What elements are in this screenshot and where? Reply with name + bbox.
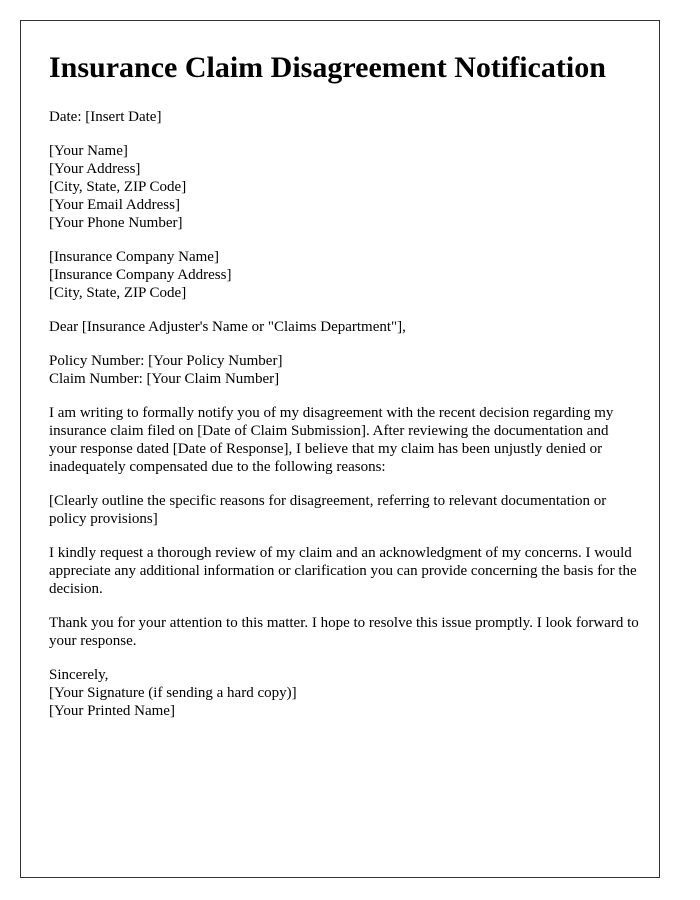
recipient-company-address: [Insurance Company Address]	[49, 267, 232, 283]
letter-page	[20, 20, 660, 878]
sender-phone: [Your Phone Number]	[49, 215, 183, 231]
recipient-city-state-zip: [City, State, ZIP Code]	[49, 285, 187, 301]
claim-number: Claim Number: [Your Claim Number]	[49, 371, 280, 387]
sender-address: [Your Address]	[49, 161, 141, 177]
reference-block	[49, 352, 639, 388]
closing-printed-name: [Your Printed Name]	[49, 703, 175, 719]
date-line: Date: [Insert Date]	[49, 109, 162, 125]
body-paragraph-reasons: [Clearly outline the specific reasons for disagreement, referring to relevant documentation or policy provisions]	[49, 493, 607, 527]
closing-sincerely: Sincerely,	[49, 667, 109, 683]
closing-signature: [Your Signature (if sending a hard copy)]	[49, 685, 297, 701]
letter-content	[49, 50, 639, 736]
body-paragraph-request: I kindly request a thorough review of my claim and an acknowledgment of my concerns. I would appreciate any additional information or clarification you can provide concerning the basis for the decision.	[49, 545, 637, 597]
salutation: Dear [Insurance Adjuster's Name or "Claims Department"],	[49, 319, 406, 335]
sender-city-state-zip: [City, State, ZIP Code]	[49, 179, 187, 195]
body-paragraph-thanks: Thank you for your attention to this matter. I hope to resolve this issue promptly. I look forward to your response.	[49, 615, 639, 649]
sender-name: [Your Name]	[49, 143, 128, 159]
policy-number: Policy Number: [Your Policy Number]	[49, 353, 283, 369]
recipient-address-block	[49, 248, 639, 302]
sender-email: [Your Email Address]	[49, 197, 180, 213]
body-paragraph-intro: I am writing to formally notify you of my disagreement with the recent decision regarding my insurance claim filed on [Date of Claim Submission]. After reviewing the documentation and your response dated [Date of Response], I believe that my claim has been unjustly denied or inadequately compensated due to the following reasons:	[49, 405, 614, 475]
sender-address-block	[49, 142, 639, 232]
recipient-company-name: [Insurance Company Name]	[49, 249, 219, 265]
closing-block	[49, 666, 639, 720]
letter-title: Insurance Claim Disagreement Notification	[49, 51, 606, 84]
